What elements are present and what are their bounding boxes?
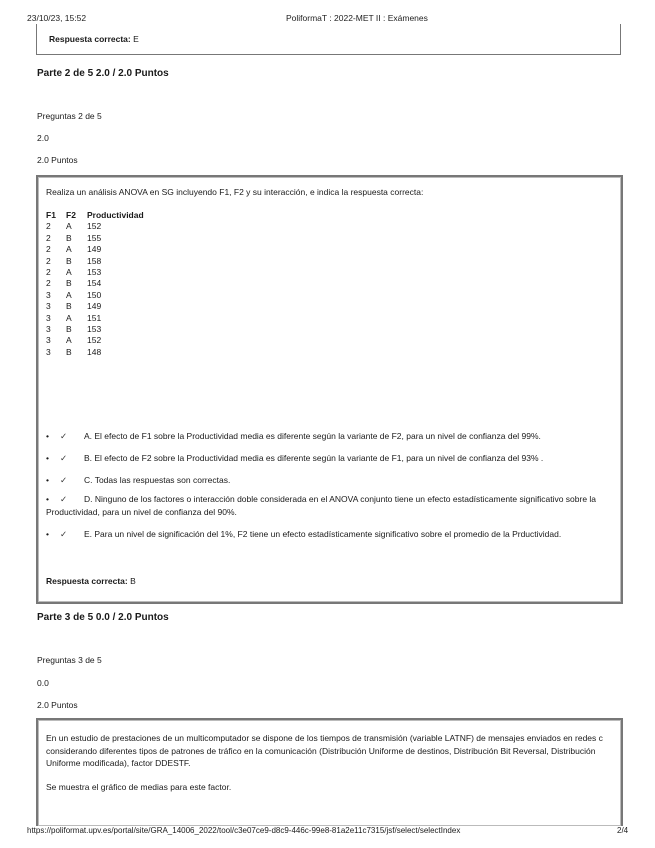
question-score: 2.0 (37, 133, 49, 143)
cell-f2: B (66, 346, 72, 357)
bullet-icon: • (46, 529, 49, 539)
bullet-icon: • (46, 475, 49, 485)
checkmark-icon: ✓ (60, 453, 68, 463)
table-row (46, 256, 157, 267)
bullet-icon: • (46, 494, 49, 504)
cell-productividad: 154 (87, 278, 102, 289)
cell-productividad: 150 (87, 289, 102, 300)
cell-f2: A (66, 289, 72, 300)
cell-f1: 2 (46, 267, 51, 278)
correct-answer (46, 576, 136, 586)
answer-option (46, 452, 611, 465)
table-row (46, 267, 157, 278)
previous-answer (49, 34, 139, 44)
cell-f2: B (66, 232, 72, 243)
cell-productividad: 151 (87, 312, 102, 323)
cell-f1: 3 (46, 324, 51, 335)
table-row (46, 233, 157, 244)
cell-productividad: 149 (87, 301, 102, 312)
table-row (46, 278, 157, 289)
answer-option-text: B. El efecto de F2 sobre la Productividad media es diferente según la variante de F1, para un nivel de confianza del 93% . (84, 453, 544, 463)
cell-f1: 3 (46, 346, 51, 357)
print-datetime: 23/10/23, 15:52 (27, 13, 87, 23)
cell-f2: A (66, 312, 72, 323)
cell-productividad: 148 (87, 346, 102, 357)
answer-option (46, 528, 611, 541)
bullet-icon: • (46, 431, 49, 441)
cell-f2: B (66, 324, 72, 335)
checkmark-icon: ✓ (60, 431, 68, 441)
question-counter: Preguntas 2 de 5 (37, 111, 102, 121)
cell-productividad: 158 (87, 255, 102, 266)
cell-f2: B (66, 278, 72, 289)
answer-option-text: C. Todas las respuestas son correctas. (84, 475, 231, 485)
bullet-icon: • (46, 453, 49, 463)
column-header-productividad: Productividad (87, 210, 144, 220)
answer-label: Respuesta correcta: (49, 34, 131, 44)
cell-f1: 3 (46, 301, 51, 312)
question-paragraph: En un estudio de prestaciones de un multicomputador se dispone de los tiempos de transmisión (variable LATNF) de mensajes enviados en redes c considerando diferentes tipos de patrones de tráfico en la comunicación (Distribución Uniforme de destinos, Distribución Bit Reversal, Distribución Uniforme modificada), factor DDESTF. (46, 733, 603, 768)
column-header-f1: F1 (46, 210, 56, 220)
cell-f2: A (66, 244, 72, 255)
column-header-f2: F2 (66, 210, 76, 220)
table-row (46, 221, 157, 232)
cell-f1: 3 (46, 335, 51, 346)
table-row (46, 324, 157, 335)
answer-option (46, 430, 611, 443)
question-prompt: Realiza un análisis ANOVA en SG incluyendo F1, F2 y su interacción, e indica la respuesta correcta: (46, 187, 424, 197)
print-footer-url: https://poliformat.upv.es/portal/site/GRA_14006_2022/tool/c3e07ce9-d8c9-446c-99e8-81a2e11c7315/jsf/select/selectIndex (27, 826, 461, 835)
cell-f2: B (66, 301, 72, 312)
question-paragraph: Se muestra el gráfico de medias para este factor. (46, 782, 232, 792)
cell-f2: A (66, 267, 72, 278)
question-counter: Preguntas 3 de 5 (37, 655, 102, 665)
table-row (46, 335, 157, 346)
table-row (46, 301, 157, 312)
answer-option (46, 493, 611, 519)
cell-f1: 3 (46, 312, 51, 323)
answer-option-text: A. El efecto de F1 sobre la Productividad media es diferente según la variante de F2, para un nivel de confianza del 99%. (84, 431, 541, 441)
checkmark-icon: ✓ (60, 475, 68, 485)
cell-f1: 2 (46, 221, 51, 232)
table-row (46, 290, 157, 301)
answer-option (46, 474, 611, 487)
question-score: 0.0 (37, 678, 49, 688)
question-points: 2.0 Puntos (37, 700, 78, 710)
part-3-title: Parte 3 de 5 0.0 / 2.0 Puntos (37, 612, 169, 623)
cell-f1: 2 (46, 278, 51, 289)
table-header-row (46, 210, 157, 221)
cell-f2: A (66, 335, 72, 346)
answer-option-text: E. Para un nivel de significación del 1%, F2 tiene un efecto estadísticamente significativo sobre el promedio de la Prductividad. (84, 529, 562, 539)
answer-value: E (133, 34, 139, 44)
checkmark-icon: ✓ (60, 529, 68, 539)
cell-productividad: 153 (87, 324, 102, 335)
cell-productividad: 155 (87, 232, 102, 243)
cell-f2: A (66, 221, 72, 232)
cell-f2: B (66, 255, 72, 266)
cell-f1: 3 (46, 289, 51, 300)
print-title: PoliformaT : 2022-MET II : Exámenes (286, 13, 428, 23)
print-page-number: 2/4 (617, 826, 629, 835)
cell-productividad: 152 (87, 221, 102, 232)
part-2-title: Parte 2 de 5 2.0 / 2.0 Puntos (37, 68, 169, 79)
checkmark-icon: ✓ (60, 494, 68, 504)
table-row (46, 347, 157, 358)
cell-f1: 2 (46, 244, 51, 255)
table-row (46, 244, 157, 255)
question-points: 2.0 Puntos (37, 155, 78, 165)
cell-productividad: 152 (87, 335, 102, 346)
table-row (46, 313, 157, 324)
cell-productividad: 153 (87, 267, 102, 278)
cell-f1: 2 (46, 232, 51, 243)
data-table (46, 210, 157, 358)
previous-question-box (36, 24, 621, 55)
cell-productividad: 149 (87, 244, 102, 255)
answer-option-text: D. Ninguno de los factores o interacción doble considerada en el ANOVA conjunto tiene un efecto estadísticamente significativo sobre la Productividad, para un nivel de confianza del 90%. (46, 494, 597, 517)
answer-value: B (130, 576, 136, 586)
answer-label: Respuesta correcta: (46, 576, 128, 586)
cell-f1: 2 (46, 255, 51, 266)
